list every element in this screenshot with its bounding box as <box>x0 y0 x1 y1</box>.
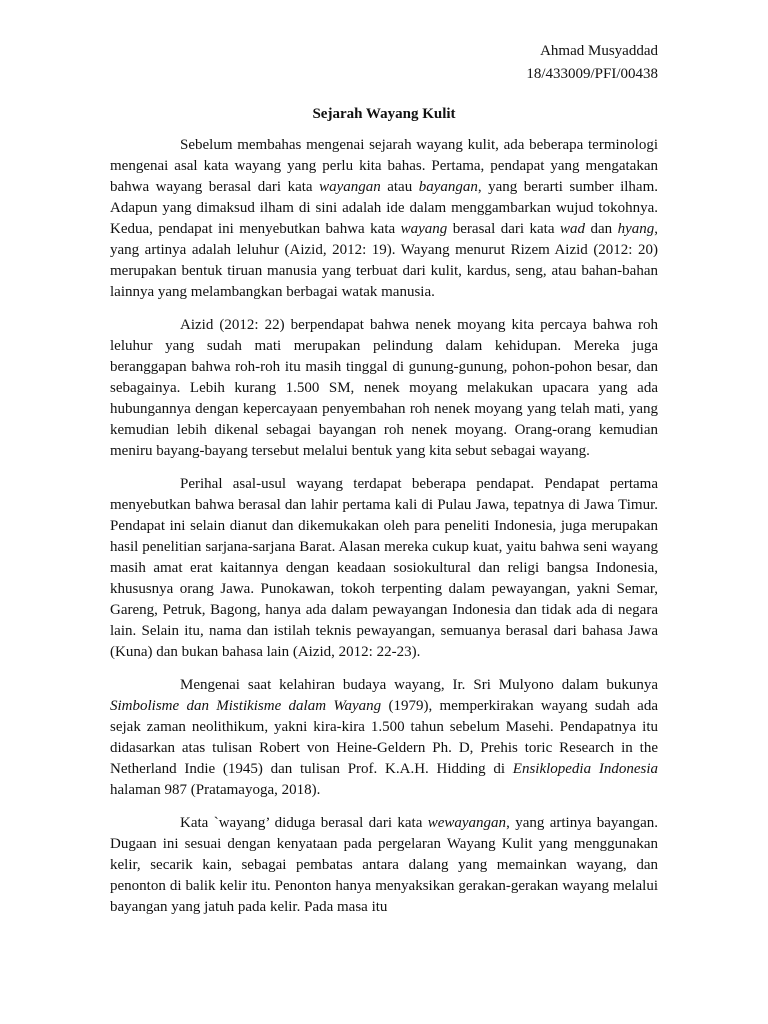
italic-term: hyang <box>617 221 655 237</box>
paragraph: Kata `wayang’ diduga berasal dari kata wewayangan, yang artinya bayangan. Dugaan ini sesuai dengan kenyataan pada pergelaran Wayang Kulit yang menggunakan kelir, secarik kain, sebagai pembatas antara dalang yang memainkan wayang, dan penonton di balik kelir itu. Penonton hanya menyaksikan gerakan-gerakan wayang melalui bayangan yang jatuh pada kelir. Pada masa itu <box>110 815 658 915</box>
author-name: Ahmad Musyaddad <box>540 43 658 59</box>
paragraph: Mengenai saat kelahiran budaya wayang, Ir. Sri Mulyono dalam bukunya Simbolisme dan Mistikisme dalam Wayang (1979), memperkirakan wayang sudah ada sejak zaman neolithikum, yakni kira-kira 1.500 tahun sebelum Masehi. Pendapatnya itu didasarkan atas tulisan Robert von Heine-Geldern Ph. D, Prehis toric Research in the Netherland Indie (1945) dan tulisan Prof. K.A.H. Hidding di Ensiklopedia Indonesia halaman 987 (Pratamayoga, 2018). <box>110 677 658 798</box>
document-body <box>110 135 658 930</box>
italic-term: Ensiklopedia Indonesia <box>512 761 658 777</box>
author-block <box>526 40 658 86</box>
student-id: 18/433009/PFI/00438 <box>526 66 658 82</box>
italic-term: wayangan <box>319 179 381 195</box>
italic-term: wayang <box>400 221 448 237</box>
document-title: Sejarah Wayang Kulit <box>312 106 456 122</box>
italic-term: wewayangan <box>427 815 507 831</box>
paragraph: Sebelum membahas mengenai sejarah wayang kulit, ada beberapa terminologi mengenai asal kata wayang yang perlu kita bahas. Pertama, pendapat yang mengatakan bahwa wayang berasal dari kata wayangan atau bayangan, yang berarti sumber ilham. Adapun yang dimaksud ilham di sini adalah ide dalam menggambarkan wujud tokohnya. Kedua, pendapat ini menyebutkan bahwa kata wayang berasal dari kata wad dan hyang, yang artinya adalah leluhur (Aizid, 2012: 19). Wayang menurut Rizem Aizid (2012: 20) merupakan bentuk tiruan manusia yang terbuat dari kulit, kardus, seng, atau bahan-bahan lainnya yang melambangkan berbagai watak manusia. <box>110 137 658 300</box>
italic-term: Simbolisme dan Mistikisme dalam Wayang <box>110 698 382 714</box>
paragraph: Aizid (2012: 22) berpendapat bahwa nenek moyang kita percaya bahwa roh leluhur yang sudah mati merupakan pelindung dalam kehidupan. Mereka juga beranggapan bahwa roh-roh itu masih tinggal di gunung-gunung, pohon-pohon besar, dan sebagainya. Lebih kurang 1.500 SM, nenek moyang melakukan upacara yang ada hubungannya dengan kepercayaan penyembahan roh nenek moyang yang telah mati, yang kemudian lebih dikenal sebagai bayangan roh nenek moyang. Orang-orang kemudian meniru bayang-bayang tersebut melalui bentuk yang kita sebut sebagai wayang. <box>110 317 658 459</box>
italic-term: bayangan <box>418 179 478 195</box>
paragraph: Perihal asal-usul wayang terdapat beberapa pendapat. Pendapat pertama menyebutkan bahwa berasal dan lahir pertama kali di Pulau Jawa, tepatnya di Jawa Timur. Pendapat ini selain dianut dan dikemukakan oleh para peneliti Indonesia, juga merupakan hasil penelitian sarjana-sarjana Barat. Alasan mereka cukup kuat, yaitu bahwa seni wayang masih amat erat kaitannya dengan keadaan sosiokultural dan religi bangsa Indonesia, khususnya orang Jawa. Punokawan, tokoh terpenting dalam pewayangan, yakni Semar, Gareng, Petruk, Bagong, hanya ada dalam pewayangan Indonesia dan tidak ada di negara lain. Selain itu, nama dan istilah teknis pewayangan, semuanya berasal dari bahasa Jawa (Kuna) dan bukan bahasa lain (Aizid, 2012: 22-23). <box>110 476 658 660</box>
italic-term: wad <box>559 221 585 237</box>
